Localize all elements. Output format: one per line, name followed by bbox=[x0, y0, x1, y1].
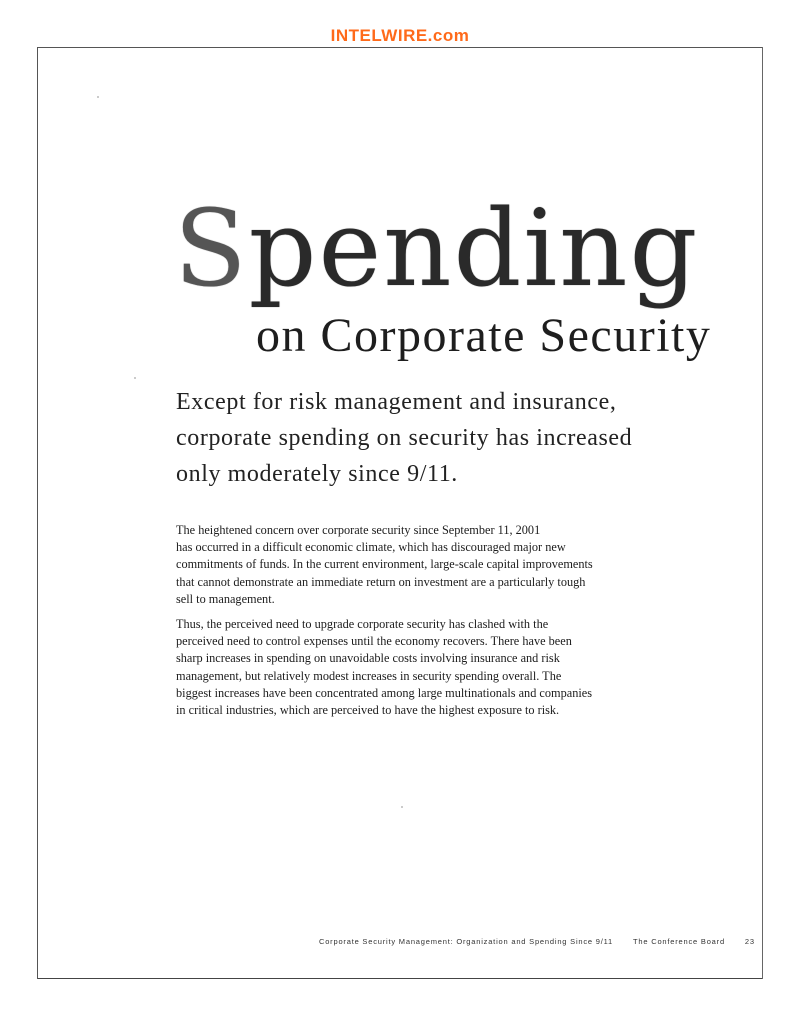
body-line: management, but relatively modest increases in security spending overall. The bbox=[176, 668, 562, 683]
footer-publication: Corporate Security Management: Organization and Spending Since 9/11 bbox=[319, 937, 614, 946]
deck-line: corporate spending on security has increased bbox=[176, 425, 633, 451]
body-line: perceived need to control expenses until the economy recovers. There have been bbox=[176, 634, 572, 649]
page-frame-right bbox=[762, 47, 763, 979]
title-rest: pending bbox=[248, 187, 700, 310]
deck-line: Except for risk management and insurance, bbox=[176, 389, 617, 415]
body-line: that cannot demonstrate an immediate return on investment are a particularly tough bbox=[176, 574, 586, 589]
page-footer bbox=[319, 937, 755, 946]
body-line: biggest increases have been concentrated among large multinationals and companies bbox=[176, 685, 593, 700]
scan-speck bbox=[134, 377, 136, 379]
body-paragraph-1 bbox=[176, 522, 596, 608]
title-initial: S bbox=[174, 187, 249, 310]
body-line: The heightened concern over corporate security since September 11, 2001 bbox=[176, 523, 541, 537]
scan-speck bbox=[97, 96, 99, 98]
body-line: in critical industries, which are perceived to have the highest exposure to risk. bbox=[176, 703, 560, 718]
page-frame-left bbox=[37, 47, 38, 979]
watermark-logo: INTELWIRE.com bbox=[330, 26, 470, 45]
body-line: has occurred in a difficult economic climate, which has discouraged major new bbox=[176, 540, 566, 555]
body-text bbox=[176, 522, 596, 727]
page-title bbox=[174, 187, 700, 310]
body-line: Thus, the perceived need to upgrade corporate security has clashed with the bbox=[176, 617, 549, 632]
footer-publisher: The Conference Board bbox=[633, 937, 725, 946]
body-line: sharp increases in spending on unavoidable costs involving insurance and risk bbox=[176, 651, 560, 666]
deck-summary bbox=[176, 384, 696, 492]
deck-line: only moderately since 9/11. bbox=[176, 461, 458, 487]
scan-speck bbox=[401, 806, 403, 808]
page-frame-bottom bbox=[37, 978, 763, 979]
body-line: commitments of funds. In the current environment, large-scale capital improvements bbox=[176, 557, 593, 572]
body-line: sell to management. bbox=[176, 591, 275, 606]
page-frame-top bbox=[37, 47, 763, 48]
footer-page-number: 23 bbox=[744, 937, 755, 946]
page-subtitle: on Corporate Security bbox=[256, 309, 712, 362]
body-paragraph-2 bbox=[176, 616, 596, 719]
